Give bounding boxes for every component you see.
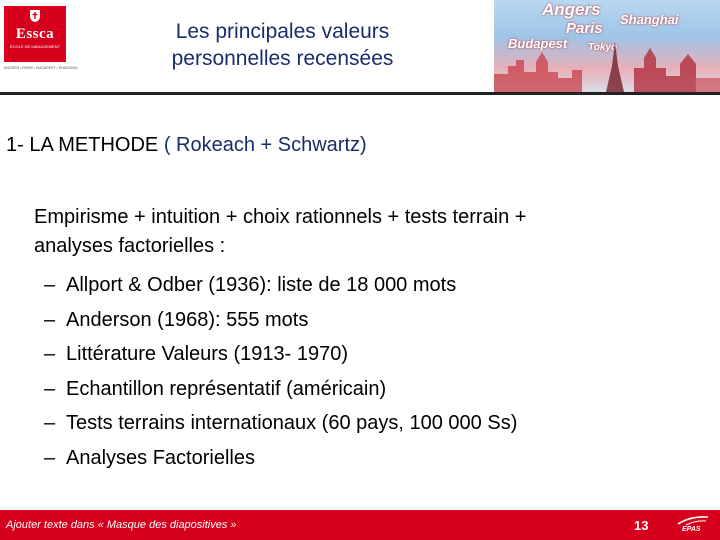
list-item (44, 268, 517, 303)
slide-title (100, 18, 465, 72)
dash-bullet: – (44, 343, 56, 366)
list-item (44, 303, 517, 338)
slide-title-line-1: Les principales valeurs (175, 20, 390, 43)
section-heading-main: 1- LA METHODE (6, 134, 164, 156)
cities-banner-image (494, 0, 720, 92)
epas-swoosh-icon (676, 514, 710, 526)
banner-city-shanghai: Shanghai (620, 12, 679, 27)
essca-logo (4, 6, 66, 62)
dash-bullet: – (44, 446, 56, 469)
logo-tagline: ANGERS • PARIS • BUDAPEST • SHANGHAI (4, 66, 78, 70)
list-item-text: Littérature Valeurs (1913- 1970) (66, 343, 349, 366)
slide-footer (0, 510, 720, 540)
list-item (44, 337, 517, 372)
banner-city-paris: Paris (566, 20, 603, 37)
list-item-text: Analyses Factorielles (66, 446, 255, 469)
slide-number: 13 (634, 518, 649, 533)
dash-bullet: – (44, 308, 56, 331)
intro-paragraph (34, 203, 694, 261)
banner-city-tokyo: Tokyo (588, 42, 618, 53)
intro-paragraph-line-1: Empirisme + intuition + choix rationnels + tests terrain + (34, 206, 527, 228)
banner-city-budapest: Budapest (508, 36, 568, 51)
slide-title-line-2: personnelles recensées (171, 47, 394, 70)
list-item-text: Allport & Odber (1936): liste de 18 000 mots (66, 274, 457, 296)
slide-header (0, 0, 720, 92)
dash-bullet: – (44, 412, 56, 435)
shield-icon (29, 9, 41, 23)
list-item-text: Tests terrains internationaux (60 pays, 100 000 Ss) (66, 412, 518, 435)
list-item (44, 372, 517, 407)
skyline-icon (494, 22, 720, 92)
list-item-text: Echantillon représentatif (américain) (66, 377, 387, 400)
header-divider (0, 92, 720, 95)
epas-wordmark: EPAS (682, 526, 701, 533)
banner-city-angers: Angers (542, 0, 601, 19)
section-heading-sources: ( Rokeach + Schwartz) (163, 134, 367, 156)
epas-logo (672, 512, 716, 538)
list-item (44, 406, 517, 441)
logo-subtitle: ÉCOLE DE MANAGEMENT (9, 44, 60, 49)
section-heading (6, 134, 367, 157)
footer-placeholder-text: Ajouter texte dans « Masque des diapositives » (6, 519, 237, 531)
logo-wordmark: Essca (15, 26, 55, 42)
list-item-text: Anderson (1968): 555 mots (66, 308, 309, 331)
intro-paragraph-line-2: analyses factorielles : (34, 235, 226, 257)
list-item (44, 441, 517, 476)
dash-bullet: – (44, 274, 56, 296)
method-bullet-list (44, 268, 517, 476)
dash-bullet: – (44, 377, 56, 400)
